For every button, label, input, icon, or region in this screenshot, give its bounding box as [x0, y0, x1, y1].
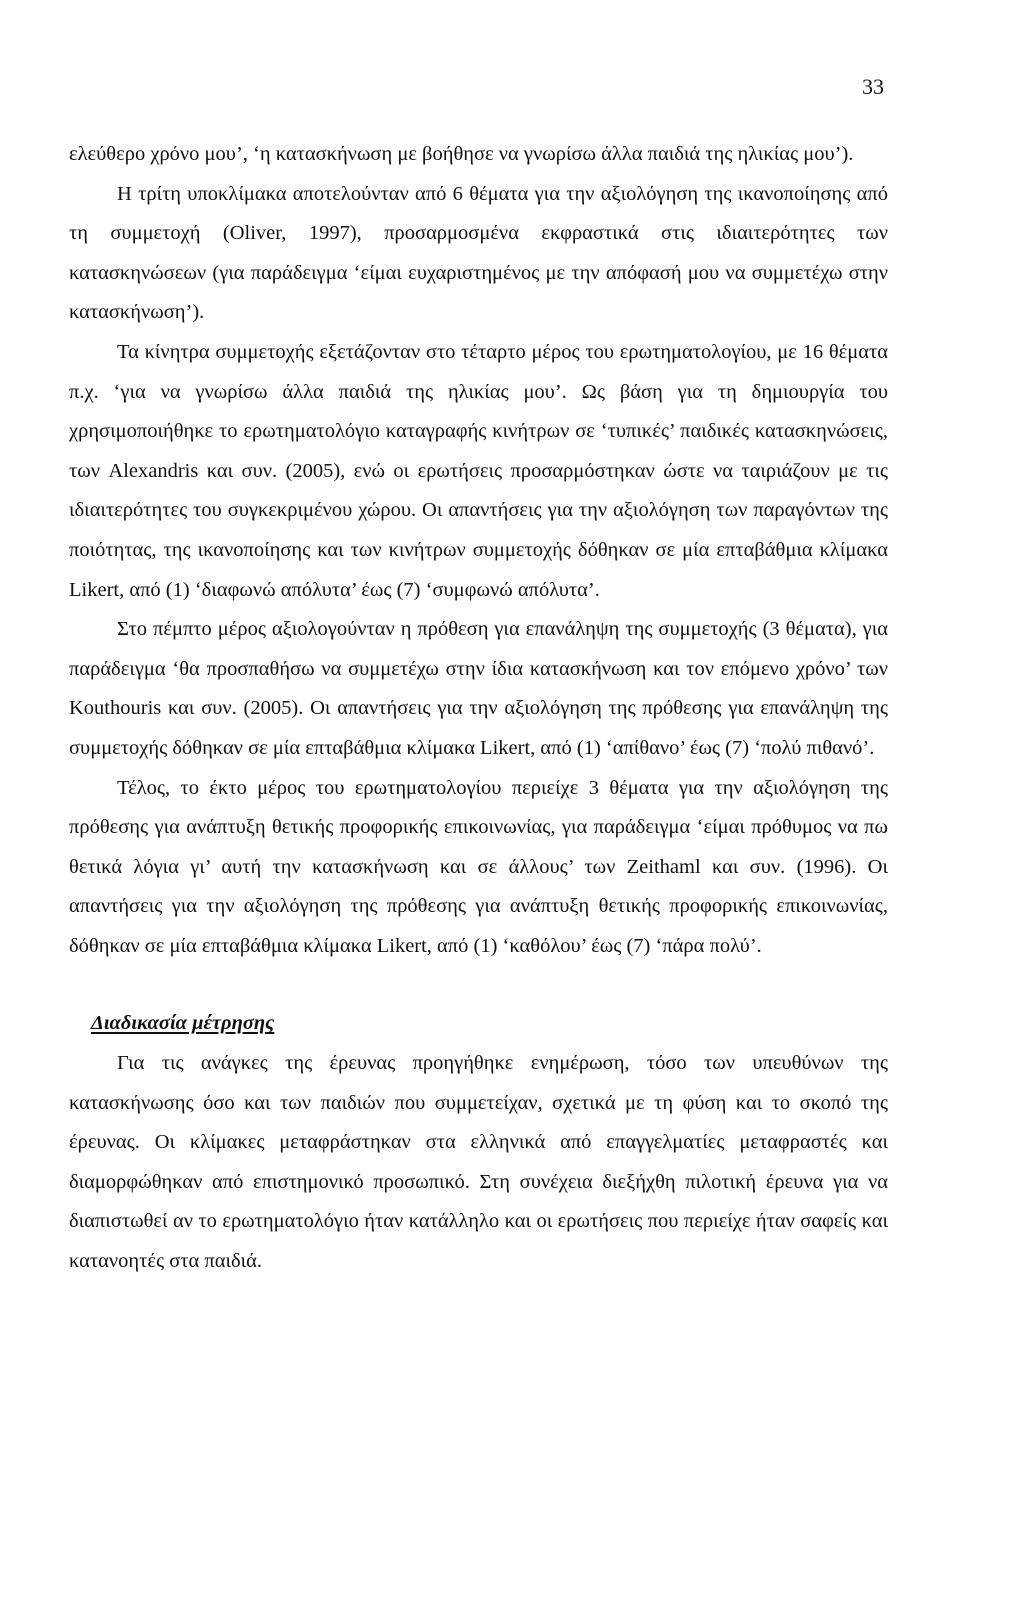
- paragraph-continuation: ελεύθερο χρόνο μου’, ‘η κατασκήνωση με βοήθησε να γνωρίσω άλλα παιδιά της ηλικίας μου’).: [69, 143, 854, 165]
- paragraph-procedure: Για τις ανάγκες της έρευνας προηγήθηκε ενημέρωση, τόσο των υπευθύνων της κατασκήνωσης όσο και των παιδιών που συμμετείχαν, σχετικά με τη φύση και το σκοπό της έρευνας. Οι κλίμακες μεταφράστηκαν στα ελληνικά από επαγγελματίες μεταφραστές και διαμορφώθηκαν από επιστημονικό προσωπικό. Στη συνέχεια διεξήχθη πιλοτική έρευνα για να διαπιστωθεί αν το ερωτηματολόγιο ήταν κατάλληλο και οι ερωτήσεις που περιείχε ήταν σαφείς και κατανοητές στα παιδιά.: [69, 1052, 888, 1273]
- paragraph-repeat-intention: Στο πέμπτο μέρος αξιολογούνταν η πρόθεση για επανάληψη της συμμετοχής (3 θέματα), για παράδειγμα ‘θα προσπαθήσω να συμμετέχω στην ίδια κατασκήνωση και τον επόμενο χρόνο’ των Kouthouris και συν. (2005). Οι απαντήσεις για την αξιολόγηση της πρόθεσης για επανάληψη της συμμετοχής δόθηκαν σε μία επταβάθμια κλίμακα Likert, από (1) ‘απίθανο’ έως (7) ‘πολύ πιθανό’.: [69, 618, 888, 759]
- paragraph-motivation: Τα κίνητρα συμμετοχής εξετάζονταν στο τέταρτο μέρος του ερωτηματολογίου, με 16 θέματα π.χ. ‘για να γνωρίσω άλλα παιδιά της ηλικίας μου’. Ως βάση για τη δημιουργία του χρησιμοποιήθηκε το ερωτηματολόγιο καταγραφής κινήτρων σε ‘τυπικές’ παιδικές κατασκηνώσεις, των Alexandris και συν. (2005), ενώ οι ερωτήσεις προσαρμόστηκαν ώστε να ταιριάζουν με τις ιδιαιτερότητες του συγκεκριμένου χώρου. Οι απαντήσεις για την αξιολόγηση των παραγόντων της ποιότητας, της ικανοποίησης και των κινήτρων συμμετοχής δόθηκαν σε μία επταβάθμια κλίμακα Likert, από (1) ‘διαφωνώ απόλυτα’ έως (7) ‘συμφωνώ απόλυτα’.: [69, 340, 888, 601]
- section-heading: Διαδικασία μέτρησης: [91, 1012, 275, 1035]
- paragraph-satisfaction-subscale: Η τρίτη υποκλίμακα αποτελούνταν από 6 θέματα για την αξιολόγηση της ικανοποίησης από τη συμμετοχή (Oliver, 1997), προσαρμοσμένα εκφραστικά στις ιδιαιτερότητες των κατασκηνώσεων (για παράδειγμα ‘είμαι ευχαριστημένος με την απόφασή μου να συμμετέχω στην κατασκήνωση’).: [69, 182, 888, 324]
- document-body: [69, 135, 888, 1282]
- page-number: 33: [862, 74, 884, 99]
- paragraph-word-of-mouth: Τέλος, το έκτο μέρος του ερωτηματολογίου περιείχε 3 θέματα για την αξιολόγηση της πρόθεσης για ανάπτυξη θετικής προφορικής επικοινωνίας, για παράδειγμα ‘είμαι πρόθυμος να πω θετικά λόγια γι’ αυτή την κατασκήνωση και σε άλλους’ των Zeithaml και συν. (1996). Οι απαντήσεις για την αξιολόγηση της πρόθεσης για ανάπτυξη θετικής προφορικής επικοινωνίας, δόθηκαν σε μία επταβάθμια κλίμακα Likert, από (1) ‘καθόλου’ έως (7) ‘πάρα πολύ’.: [69, 776, 888, 957]
